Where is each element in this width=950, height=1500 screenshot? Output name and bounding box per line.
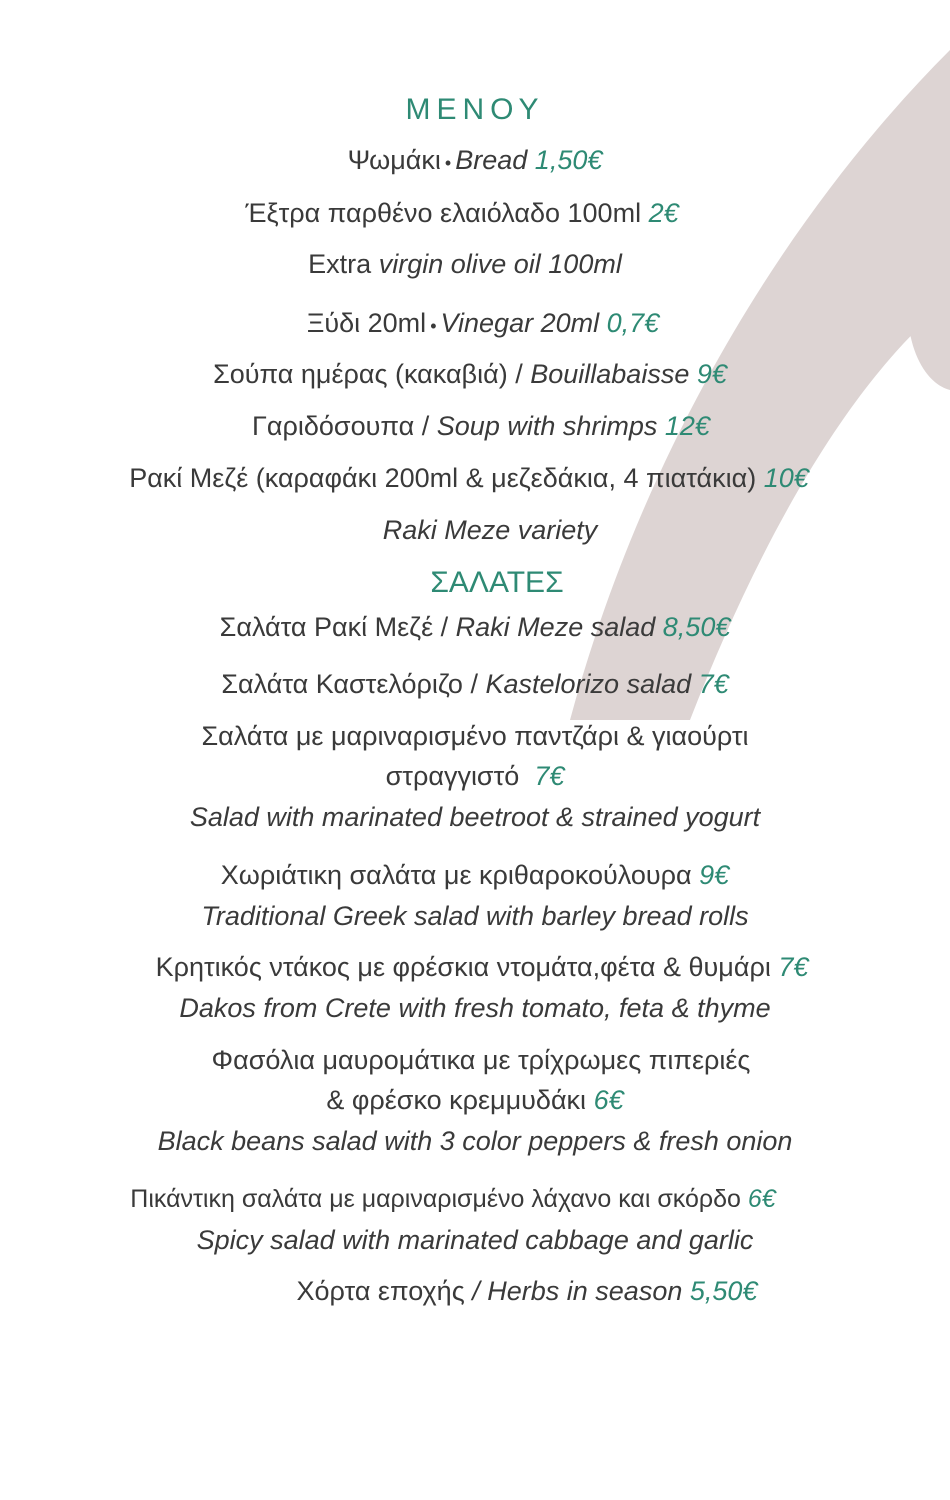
salad-black-beans-line2 bbox=[0, 1083, 950, 1117]
item-greek-name: Πικάντικη σαλάτα με μαριναρισμένο λάχανο και σκόρδο bbox=[130, 1185, 741, 1213]
item-price: 9€ bbox=[699, 860, 730, 890]
item-price: 6€ bbox=[593, 1085, 624, 1115]
item-english-name: Bouillabaisse bbox=[530, 359, 690, 389]
menu-item-vinegar bbox=[8, 306, 950, 343]
menu-item-bread bbox=[0, 143, 950, 180]
item-greek-name: Ρακί Μεζέ (καραφάκι 200ml & μεζεδάκια, 4 πιατάκια) bbox=[129, 463, 757, 493]
item-english-name: Soup with shrimps bbox=[436, 411, 658, 441]
item-greek-name: Γαριδόσουπα bbox=[252, 411, 415, 441]
item-price: 0,7€ bbox=[606, 308, 660, 338]
item-price: 10€ bbox=[763, 463, 809, 493]
salad-beetroot bbox=[0, 719, 950, 753]
item-english-prefix: Extra bbox=[308, 249, 372, 279]
item-greek-name: Σαλάτα Ρακί Μεζέ bbox=[219, 612, 434, 642]
item-price: 7€ bbox=[534, 761, 565, 791]
item-price: 8,50€ bbox=[662, 612, 731, 642]
menu-item-raki-meze-english: Raki Meze variety bbox=[382, 515, 598, 545]
menu-item-soup-of-day bbox=[0, 357, 945, 391]
salad-greek-village bbox=[0, 858, 950, 892]
salad-greek-village-english: Traditional Greek salad with barley bread rolls bbox=[201, 901, 749, 931]
slash: / bbox=[515, 359, 523, 389]
item-greek-name: Έξτρα παρθένο ελαιόλαδο 100ml bbox=[245, 198, 642, 228]
item-greek-name-line2: & φρέσκο κρεμμυδάκι bbox=[326, 1085, 587, 1115]
menu-item-olive-oil bbox=[0, 196, 937, 230]
menu-item-olive-oil-english bbox=[0, 247, 940, 281]
item-price: 6€ bbox=[747, 1185, 776, 1213]
item-greek-name: Σαλάτα Καστελόριζο bbox=[221, 669, 463, 699]
salad-beetroot-english: Salad with marinated beetroot & strained yogurt bbox=[189, 802, 761, 832]
item-price: 5,50€ bbox=[689, 1276, 758, 1306]
item-price: 1,50€ bbox=[534, 145, 603, 175]
item-greek-name: Χωριάτικη σαλάτα με κριθαροκούλουρα bbox=[220, 860, 692, 890]
separator-dot: • bbox=[430, 316, 437, 336]
salad-black-beans bbox=[6, 1043, 950, 1077]
item-greek-name-line1: Φασόλια μαυρομάτικα με τρίχρωμες πιπεριές bbox=[211, 1045, 751, 1075]
salad-spicy-cabbage bbox=[0, 1182, 928, 1216]
menu-item-shrimp-soup bbox=[6, 409, 950, 443]
salad-seasonal-herbs bbox=[52, 1274, 950, 1308]
item-english-name: Bread bbox=[455, 145, 528, 175]
item-greek-name: Ψωμάκι bbox=[347, 145, 441, 175]
salad-raki-meze bbox=[0, 610, 950, 644]
salad-dakos-english: Dakos from Crete with fresh tomato, feta & thyme bbox=[179, 993, 771, 1023]
item-price: 2€ bbox=[648, 198, 679, 228]
menu-title: ΜΕΝΟΥ bbox=[405, 93, 545, 126]
item-greek-name-line2: στραγγιστό bbox=[385, 761, 520, 791]
item-greek-name: Κρητικός ντάκος με φρέσκια ντομάτα,φέτα & θυμάρι bbox=[155, 952, 771, 982]
item-price: 9€ bbox=[696, 359, 727, 389]
item-price: 12€ bbox=[664, 411, 710, 441]
slash: / bbox=[472, 1276, 480, 1306]
salad-dakos bbox=[7, 950, 950, 984]
separator-dot: • bbox=[444, 153, 452, 173]
item-greek-name: Χόρτα εποχής bbox=[296, 1276, 465, 1306]
salads-section-title: ΣΑΛΑΤΕΣ bbox=[430, 566, 564, 599]
salad-spicy-cabbage-english: Spicy salad with marinated cabbage and garlic bbox=[196, 1225, 754, 1255]
salad-black-beans-english: Black beans salad with 3 color peppers & fresh onion bbox=[157, 1126, 793, 1156]
item-price: 7€ bbox=[778, 952, 809, 982]
item-greek-name-line1: Σαλάτα με μαριναρισμένο παντζάρι & γιαούρτι bbox=[201, 721, 749, 751]
salad-kastelorizo bbox=[0, 667, 950, 701]
item-price: 7€ bbox=[698, 669, 729, 699]
salad-beetroot-line2 bbox=[0, 759, 950, 793]
item-english-name: Herbs in season bbox=[487, 1276, 683, 1306]
item-english-name: Kastelorizo salad bbox=[485, 669, 692, 699]
item-english-name: virgin olive oil 100ml bbox=[378, 249, 622, 279]
slash: / bbox=[470, 669, 478, 699]
item-english-name: Vinegar 20ml bbox=[440, 308, 600, 338]
item-greek-name: Ξύδι 20ml bbox=[306, 308, 427, 338]
menu-item-raki-meze bbox=[0, 461, 944, 495]
slash: / bbox=[421, 411, 430, 441]
item-greek-name: Σούπα ημέρας (κακαβιά) bbox=[213, 359, 508, 389]
slash: / bbox=[440, 612, 449, 642]
item-english-name: Raki Meze salad bbox=[455, 612, 656, 642]
